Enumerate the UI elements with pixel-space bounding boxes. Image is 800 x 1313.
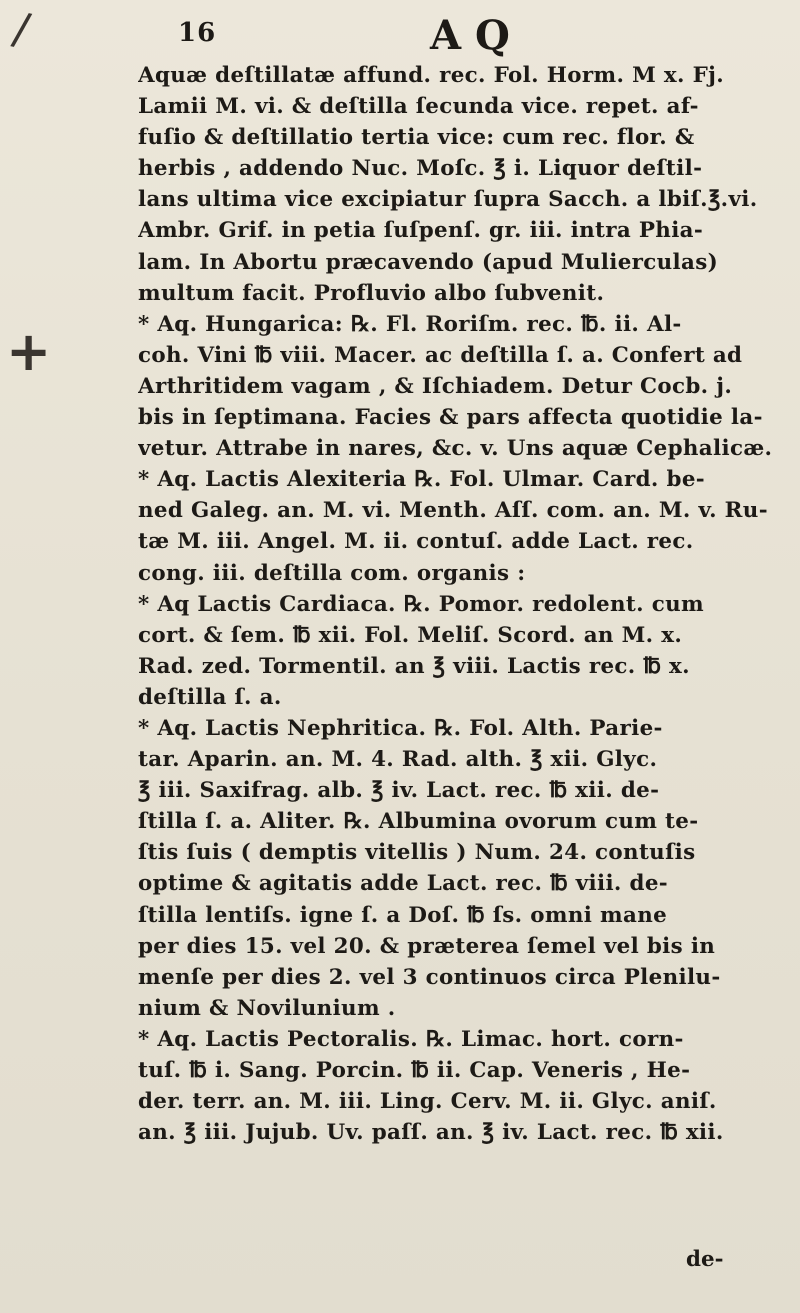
text-line: tuſ. ℔ i. Sang. Porcin. ℔ ii. Cap. Veneris , He- <box>138 1058 691 1083</box>
text-line: ſtilla lentiſs. igne ſ. a Doſ. ℔ ſs. omni mane <box>138 902 668 928</box>
running-head <box>150 12 750 60</box>
text-line: * Aq Lactis Cardiaca. ℞. Pomor. redolent. cum <box>138 591 705 617</box>
text-line: vetur. Attrabe in nares, &c. v. Uns aquæ Cephalicæ. <box>138 436 773 462</box>
text-line: Aquæ deſtillatæ affund. rec. Fol. Horm. M x. Fj. <box>138 63 725 88</box>
text-line: coh. Vini ℔ viii. Macer. ac deſtilla ſ. a. Confert ad <box>138 342 743 368</box>
signature-mark: A Q <box>430 12 510 59</box>
text-line: Rad. zed. Tormentil. an ℥ viii. Lactis rec. ℔ x. <box>138 653 690 679</box>
text-line: an. ℥ iii. Jujub. Uv. paſſ. an. ℥ iv. Lact. rec. ℔ xii. <box>138 1120 724 1146</box>
text-line: Lamii M. vi. & deſtilla ſecunda vice. repet. af- <box>138 94 699 120</box>
text-line: tar. Aparin. an. M. 4. Rad. alth. ℥ xii. Glyc. <box>138 747 658 773</box>
text-line: * Aq. Lactis Pectoralis. ℞. Limac. hort. corn- <box>138 1026 684 1052</box>
text-line: * Aq. Hungarica: ℞. Fl. Roriſm. rec. ℔. ii. Al- <box>138 311 682 337</box>
text-line: cong. iii. deſtilla com. organis : <box>138 560 526 586</box>
catchword: de- <box>686 1247 724 1272</box>
text-line: tæ M. iii. Angel. M. ii. contuſ. adde Lact. rec. <box>138 529 694 555</box>
text-line: multum facit. Profluvio albo ſubvenit. <box>138 280 605 306</box>
text-line: per dies 15. vel 20. & præterea ſemel vel bis in <box>138 933 716 959</box>
margin-slash-mark: / <box>8 3 34 56</box>
margin-cross-mark: + <box>6 320 52 383</box>
text-line: nium & Novilunium . <box>138 995 396 1021</box>
text-line: Ambr. Grif. in petia ſuſpenſ. gr. iii. intra Phia- <box>138 218 704 244</box>
text-line: lam. In Abortu præcavendo (apud Mulierculas) <box>138 249 719 275</box>
text-line: fuſio & deſtillatio tertia vice: cum rec. flor. & <box>138 125 695 151</box>
text-line: cort. & ſem. ℔ xii. Fol. Meliſ. Scord. an M. x. <box>138 622 683 648</box>
text-line: deſtilla ſ. a. <box>138 684 282 710</box>
text-line: ℥ iii. Saxifrag. alb. ℥ iv. Lact. rec. ℔ xii. de- <box>138 778 660 804</box>
text-line: bis in ſeptimana. Facies & pars affecta quotidie la- <box>138 405 763 431</box>
text-line: optime & agitatis adde Lact. rec. ℔ viii. de- <box>138 871 669 897</box>
text-block <box>138 60 788 1148</box>
text-line: ſtilla ſ. a. Aliter. ℞. Albumina ovorum cum te- <box>138 809 699 835</box>
text-line: herbis , addendo Nuc. Moſc. ℥ i. Liquor deſtil- <box>138 156 703 182</box>
text-line: * Aq. Lactis Nephritica. ℞. Fol. Alth. Parie- <box>138 715 663 741</box>
text-line: Arthritidem vagam , & Iſchiadem. Detur Cocb. j. <box>138 373 733 399</box>
text-line: lans ultima vice excipiatur ſupra Sacch. a lbiſ.℥.vi. <box>138 187 758 213</box>
text-line: der. terr. an. M. iii. Ling. Cerv. M. ii. Glyc. aniſ. <box>138 1089 717 1115</box>
text-line: menſe per dies 2. vel 3 continuos circa Plenilu- <box>138 964 721 990</box>
text-line: ned Galeg. an. M. vi. Menth. Aſſ. com. an. M. v. Ru- <box>138 498 768 524</box>
text-line: ſtis ſuis ( demptis vitellis ) Num. 24. contuſis <box>138 840 696 866</box>
text-line: * Aq. Lactis Alexiteria ℞. Fol. Ulmar. Card. be- <box>138 467 706 493</box>
page-number: 16 <box>178 18 217 48</box>
